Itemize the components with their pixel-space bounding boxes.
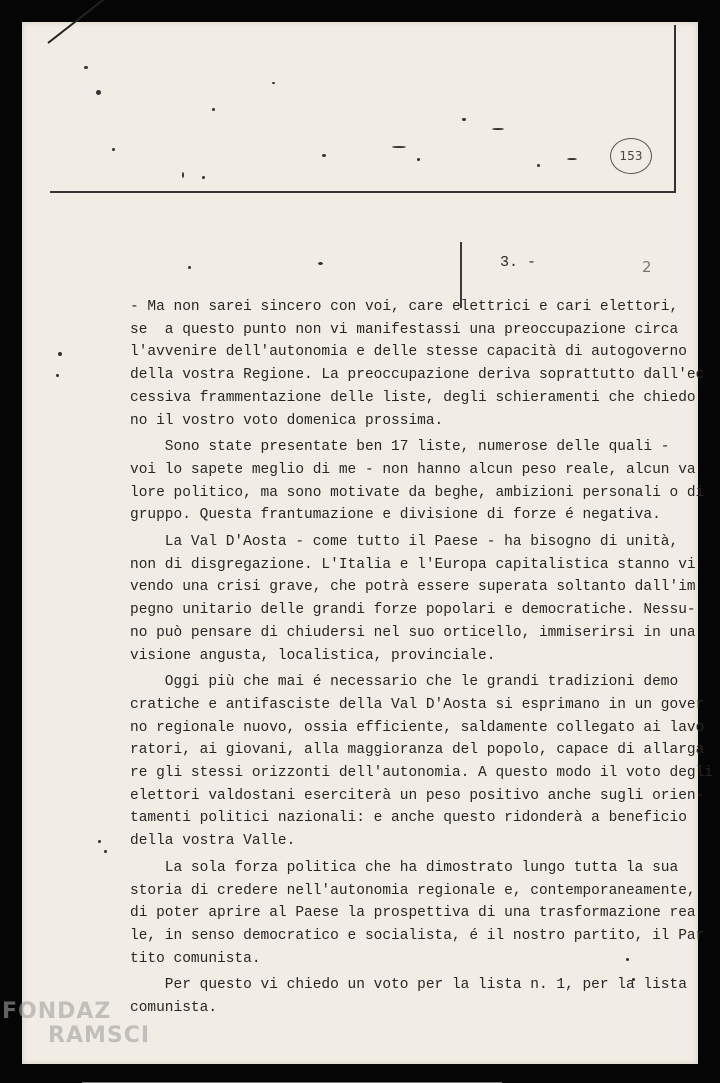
watermark-line-2: RAMSCI — [48, 1023, 151, 1048]
paragraph: La Val D'Aosta - come tutto il Paese - ha bisogno di unità, non di disgregazione. L'Italia e l'Europa capitalistica stanno vi vendo una crisi grave, che potrà essere superata soltanto dall'im pegno unitario delle grandi forze popolari e democratiche. Nessu- no può pensare di chiudersi nel suo orticello, immiserirsi in una visione angusta, localistica, provinciale. — [130, 534, 696, 664]
header-box — [50, 25, 676, 193]
paragraph: Sono state presentate ben 17 liste, numerose delle quali - voi lo sapete meglio di me - non hanno alcun peso reale, alcun va lore politico, ma sono motivate da beghe, ambizioni personali o di gruppo. Questa frantumazione e divisione di forze é negativa. — [130, 439, 705, 524]
archive-stamp — [610, 138, 652, 174]
stamp-number: 153 — [619, 149, 643, 163]
page-number: 3. - — [500, 254, 537, 271]
typewritten-page — [22, 22, 713, 1064]
paragraph: La sola forza politica che ha dimostrato lungo tutta la sua storia di credere nell'autonomia regionale e, contemporaneamente, di poter aprire al Paese la prospettiva di una trasformazione rea le, in senso democratico e socialista, é il nostro partito, il Par tito comunista. — [130, 859, 705, 967]
archive-watermark — [2, 1000, 150, 1048]
paragraph: Oggi più che mai é necessario che le grandi tradizioni demo cratiche e antifasciste della Val D'Aosta si esprimano in un gover no regionale nuovo, ossia efficiente, saldamente collegato ai lavo ratori, ai giovani, alla maggioranza del popolo, capace di allarga re gli stessi orizzonti dell'autonomia. A questo modo il voto degli elettori valdostani eserciterà un peso positivo anche sugli orien- tamenti politici nazionali: e anche questo ridonderà a beneficio della vostra Valle. — [130, 674, 713, 850]
paragraph: - Ma non sarei sincero con voi, care elettrici e cari elettori, se a questo punto non vi manifestassi una preoccupazione circa l'avvenire dell'autonomia e delle stesse capacità di autogoverno della vostra Regione. La preoccupazione deriva soprattutto dall'ec cessiva frammentazione delle liste, degli schieramenti che chiedo no il vostro voto domenica prossima. — [130, 299, 705, 429]
document-body — [130, 296, 713, 1020]
pencil-annotation: 2 — [642, 258, 652, 276]
paragraph: Per questo vi chiedo un voto per la lista n. 1, per la lista comunista. — [130, 977, 687, 1017]
watermark-line-1: FONDAZ — [2, 999, 112, 1024]
